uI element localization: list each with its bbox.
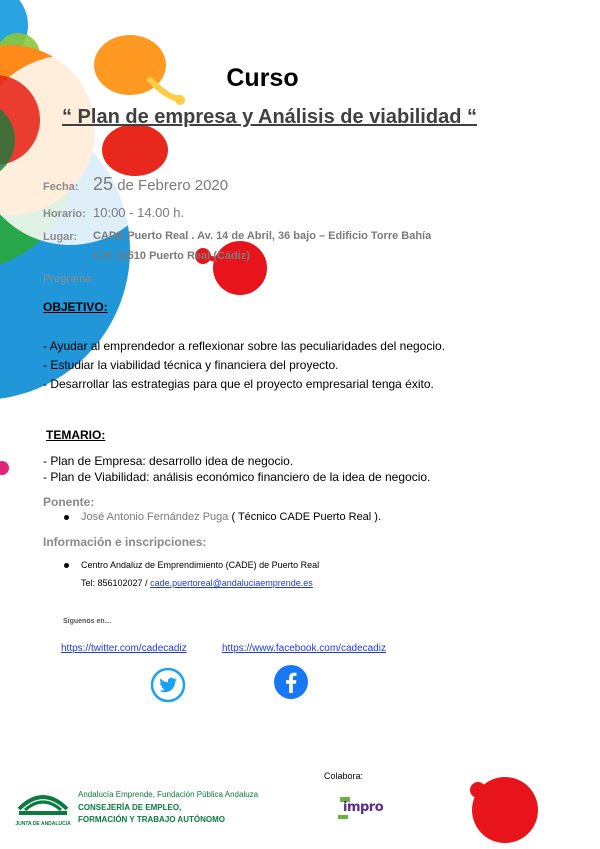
- bullet-icon: [64, 563, 69, 568]
- horario-label: Horario:: [43, 208, 86, 220]
- temario-item: - Plan de Viabilidad: análisis económico financiero de la idea de negocio.: [43, 470, 431, 484]
- horario-value: 10:00 - 14.00 h.: [93, 205, 185, 220]
- info-contact: [81, 578, 313, 588]
- twitter-icon[interactable]: [150, 667, 186, 703]
- info-heading: Información e inscripciones:: [43, 535, 207, 549]
- colabora-label: Colabora:: [324, 771, 364, 781]
- facebook-icon[interactable]: [273, 664, 309, 700]
- temario-list: [43, 453, 583, 485]
- org-line3: FORMACIÓN Y TRABAJO AUTÓNOMO: [78, 815, 225, 824]
- info-tel: Tel: 856102027 /: [81, 578, 151, 588]
- org-line2: CONSEJERÍA DE EMPLEO,: [78, 803, 182, 812]
- objetivo-item: - Ayudar al emprendedor a reflexionar sobre las peculiaridades del negocio.: [43, 339, 446, 353]
- ponente-name: José Antonio Fernández Puga: [81, 511, 229, 523]
- org-line1: Andalucía Emprende, Fundación Pública Andaluza: [78, 790, 259, 799]
- fecha-day: 25: [93, 174, 114, 194]
- ponente-entry: [64, 511, 381, 523]
- fecha-label: Fecha:: [43, 181, 79, 193]
- ponente-heading: Ponente:: [43, 495, 95, 509]
- lugar-line1: CADE Puerto Real . Av. 14 de Abril, 36 bajo – Edificio Torre Bahía: [93, 230, 432, 242]
- lugar-label: Lugar:: [43, 231, 78, 243]
- fecha-rest: de Febrero 2020: [113, 177, 229, 194]
- email-link[interactable]: cade.puertoreal@andaluciaemprende.es: [150, 578, 313, 588]
- objetivo-item: - Desarrollar las estrategias para que el proyecto empresarial tenga éxito.: [43, 377, 434, 391]
- follow-label: Síguenos en…: [63, 618, 112, 625]
- temario-heading: TEMARIO:: [46, 428, 106, 442]
- junta-label: JUNTA DE ANDALUCIA: [15, 821, 71, 827]
- junta-andalucia-logo: [15, 787, 71, 829]
- course-subtitle: “ Plan de empresa y Análisis de viabilidad “: [62, 106, 477, 128]
- bullet-icon: [64, 515, 69, 520]
- facebook-link[interactable]: https://www.facebook.com/cadecadiz: [222, 643, 386, 654]
- ponente-role: ( Técnico CADE Puerto Real ).: [228, 511, 382, 523]
- info-center: [64, 560, 319, 570]
- page-title: Curso: [226, 64, 299, 92]
- info-center-text: Centro Andaluz de Emprendimiento (CADE) de Puerto Real: [81, 560, 320, 570]
- twitter-link[interactable]: https://twitter.com/cadecadiz: [61, 643, 187, 654]
- lugar-line2: C.P. 11510 Puerto Real (Cádiz): [93, 250, 250, 262]
- fecha-value: [93, 174, 228, 195]
- impro-logo: [338, 793, 394, 823]
- programa-label: Programa:: [43, 273, 95, 285]
- objetivo-heading: OBJETIVO:: [43, 300, 108, 314]
- impro-text: impro: [343, 800, 384, 815]
- objetivo-item: - Estudiar la viabilidad técnica y financiera del proyecto.: [43, 358, 339, 372]
- objetivo-list: [43, 337, 583, 394]
- temario-item: - Plan de Empresa: desarrollo idea de negocio.: [43, 454, 294, 468]
